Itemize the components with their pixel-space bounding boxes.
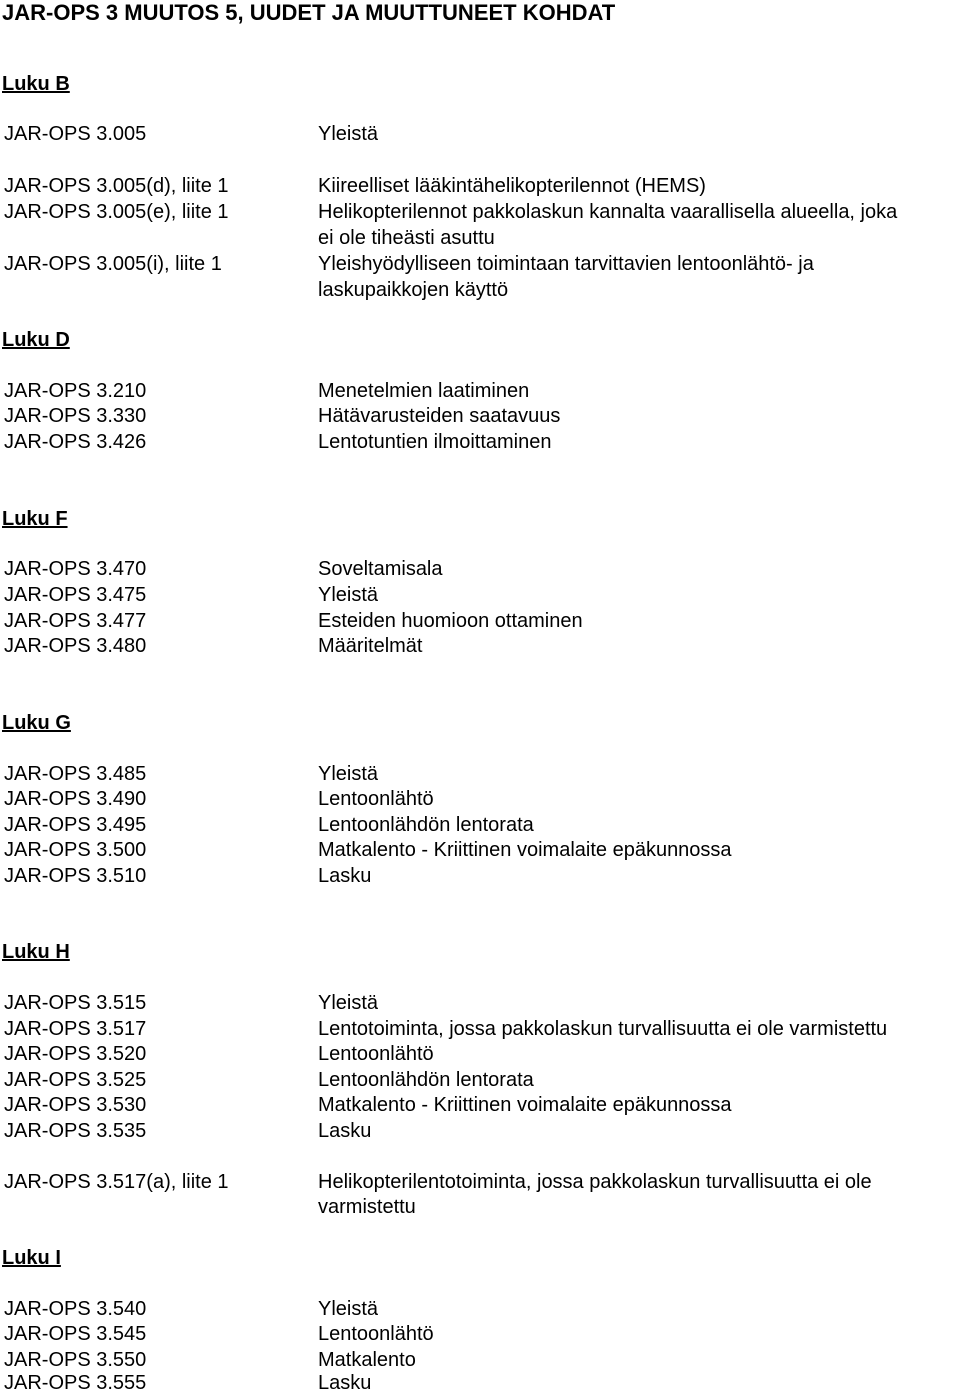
entry-code: JAR-OPS 3.477: [4, 610, 147, 632]
entry-code: JAR-OPS 3.330: [4, 405, 147, 427]
section-heading-luku-i: Luku I: [2, 1247, 61, 1269]
entry-description: Helikopterilentotoiminta, jossa pakkolaskun turvallisuutta ei ole: [318, 1171, 872, 1193]
section-heading-luku-f: Luku F: [2, 508, 68, 530]
entry-description: Yleistä: [318, 992, 379, 1014]
entry-code: JAR-OPS 3.517(a), liite 1: [4, 1171, 229, 1193]
entry-description-continuation: varmistettu: [318, 1196, 416, 1218]
entry-code: JAR-OPS 3.475: [4, 584, 147, 606]
section-heading-luku-h: Luku H: [2, 941, 70, 963]
entry-description: Hätävarusteiden saatavuus: [318, 405, 561, 427]
entry-code: JAR-OPS 3.517: [4, 1018, 147, 1040]
entry-description: Lasku: [318, 865, 372, 887]
entry-description: Yleistä: [318, 584, 379, 606]
entry-code: JAR-OPS 3.480: [4, 635, 147, 657]
entry-description: Kiireelliset lääkintähelikopterilennot (HEMS): [318, 175, 706, 197]
entry-description: Määritelmät: [318, 635, 423, 657]
entry-code: JAR-OPS 3.210: [4, 380, 147, 402]
entry-code: JAR-OPS 3.426: [4, 431, 147, 453]
entry-description: Yleistä: [318, 1298, 379, 1320]
section-heading-luku-g: Luku G: [2, 712, 71, 734]
entry-description: Yleistä: [318, 763, 379, 785]
entry-code: JAR-OPS 3.545: [4, 1323, 147, 1345]
entry-description: Helikopterilennot pakkolaskun kannalta vaarallisella alueella, joka: [318, 201, 898, 223]
entry-description: Matkalento - Kriittinen voimalaite epäkunnossa: [318, 839, 732, 861]
entry-code: JAR-OPS 3.005: [4, 123, 147, 145]
entry-description: Soveltamisala: [318, 558, 443, 580]
entry-description-continuation: ei ole tiheästi asuttu: [318, 227, 495, 249]
entry-code: JAR-OPS 3.490: [4, 788, 147, 810]
entry-description: Lasku: [318, 1120, 372, 1142]
entry-code: JAR-OPS 3.005(i), liite 1: [4, 253, 222, 275]
entry-code: JAR-OPS 3.555: [4, 1372, 147, 1394]
entry-description: Lentoonlähtö: [318, 1043, 434, 1065]
entry-description: Lasku: [318, 1372, 372, 1394]
section-heading-luku-b: Luku B: [2, 73, 70, 95]
entry-description: Lentotuntien ilmoittaminen: [318, 431, 552, 453]
entry-description: Lentoonlähdön lentorata: [318, 1069, 534, 1091]
entry-code: JAR-OPS 3.515: [4, 992, 147, 1014]
entry-description: Matkalento - Kriittinen voimalaite epäkunnossa: [318, 1094, 732, 1116]
entry-code: JAR-OPS 3.540: [4, 1298, 147, 1320]
entry-code: JAR-OPS 3.530: [4, 1094, 147, 1116]
entry-code: JAR-OPS 3.485: [4, 763, 147, 785]
entry-code: JAR-OPS 3.510: [4, 865, 147, 887]
entry-description: Matkalento: [318, 1349, 416, 1371]
section-heading-luku-d: Luku D: [2, 329, 70, 351]
entry-code: JAR-OPS 3.005(e), liite 1: [4, 201, 229, 223]
entry-code: JAR-OPS 3.005(d), liite 1: [4, 175, 229, 197]
entry-description: Yleishyödylliseen toimintaan tarvittavien lentoonlähtö- ja: [318, 253, 814, 275]
document-title: JAR-OPS 3 MUUTOS 5, UUDET JA MUUTTUNEET KOHDAT: [2, 0, 616, 25]
entry-code: JAR-OPS 3.525: [4, 1069, 147, 1091]
entry-code: JAR-OPS 3.495: [4, 814, 147, 836]
entry-code: JAR-OPS 3.535: [4, 1120, 147, 1142]
entry-code: JAR-OPS 3.550: [4, 1349, 147, 1371]
entry-description: Esteiden huomioon ottaminen: [318, 610, 583, 632]
entry-description: Yleistä: [318, 123, 379, 145]
entry-description-continuation: laskupaikkojen käyttö: [318, 279, 509, 301]
entry-description: Lentotoiminta, jossa pakkolaskun turvallisuutta ei ole varmistettu: [318, 1018, 888, 1040]
entry-description: Lentoonlähdön lentorata: [318, 814, 534, 836]
entry-code: JAR-OPS 3.520: [4, 1043, 147, 1065]
entry-description: Lentoonlähtö: [318, 788, 434, 810]
entry-code: JAR-OPS 3.470: [4, 558, 147, 580]
entry-description: Menetelmien laatiminen: [318, 380, 530, 402]
entry-code: JAR-OPS 3.500: [4, 839, 147, 861]
entry-description: Lentoonlähtö: [318, 1323, 434, 1345]
